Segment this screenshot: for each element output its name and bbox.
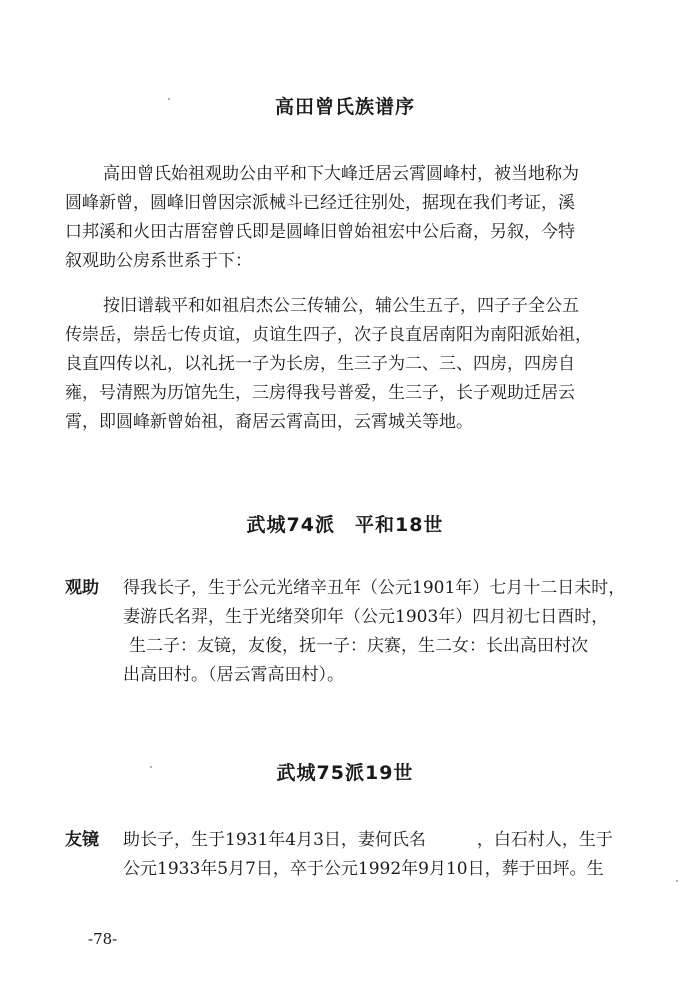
text-line: 雍，号清熙为历馆先生，三房得我号普爱，生三子，长子观助迁居云 (65, 383, 575, 403)
scan-speck (168, 98, 170, 100)
text-line: 公元1933年5月7日，卒于公元1992年9月10日，葬于田坪。生 (123, 859, 604, 879)
text-line: 叙观助公房系世系于下： (65, 251, 252, 271)
text-line: 圆峰新曾，圆峰旧曾因宗派械斗已经迁往别处，据现在我们考证，溪 (65, 193, 575, 213)
document-title: 高田曾氏族谱序 (274, 96, 415, 118)
entry-name: 友镜 (65, 830, 99, 850)
preface-paragraph-1 (65, 160, 685, 276)
text-line: 助长子，生于1931年4月3日，妻何氏名 ，白石村人，生于 (123, 830, 613, 850)
text-line: 得我长子，生于公元光绪辛丑年（公元1901年）七月十二日未时， (123, 578, 626, 598)
scan-speck (676, 880, 678, 882)
text-line: 口邦溪和火田古厝窑曾氏即是圆峰旧曾始祖宏中公后裔，另叙，今特 (65, 222, 575, 242)
genealogy-entry (65, 574, 690, 704)
text-line: 妻游氏名羿，生于光绪癸卯年（公元1903年）四月初七日酉时， (123, 607, 609, 627)
section-heading-generation-18: 武城74派 平和18世 (246, 514, 444, 536)
entry-text (123, 574, 690, 690)
section-heading-generation-19: 武城75派19世 (276, 762, 414, 784)
text-line: 按旧谱载平和如祖启杰公三传辅公，辅公生五子，四子子全公五 (103, 296, 579, 316)
text-line: 传崇岳，崇岳七传贞谊，贞谊生四子，次子良直居南阳为南阳派始祖， (65, 325, 592, 345)
entry-text (123, 826, 690, 884)
text-line: 霄，即圆峰新曾始祖，裔居云霄高田，云霄城关等地。 (65, 412, 473, 432)
page-number: -78- (88, 930, 118, 948)
text-line: 良直四传以礼，以礼抚一子为长房，生三子为二、三、四房，四房自 (65, 354, 575, 374)
genealogy-entry (65, 826, 690, 896)
text-line: 高田曾氏始祖观助公由平和下大峰迁居云霄圆峰村，被当地称为 (103, 164, 579, 184)
preface-paragraph-2 (65, 292, 685, 437)
text-line: 生二子：友镜，友俊，抚一子：庆赛，生二女：长出高田村次 (129, 636, 588, 656)
text-line: 出高田村。（居云霄高田村）。 (123, 665, 344, 685)
scan-speck (150, 766, 152, 768)
entry-name: 观助 (65, 578, 99, 598)
